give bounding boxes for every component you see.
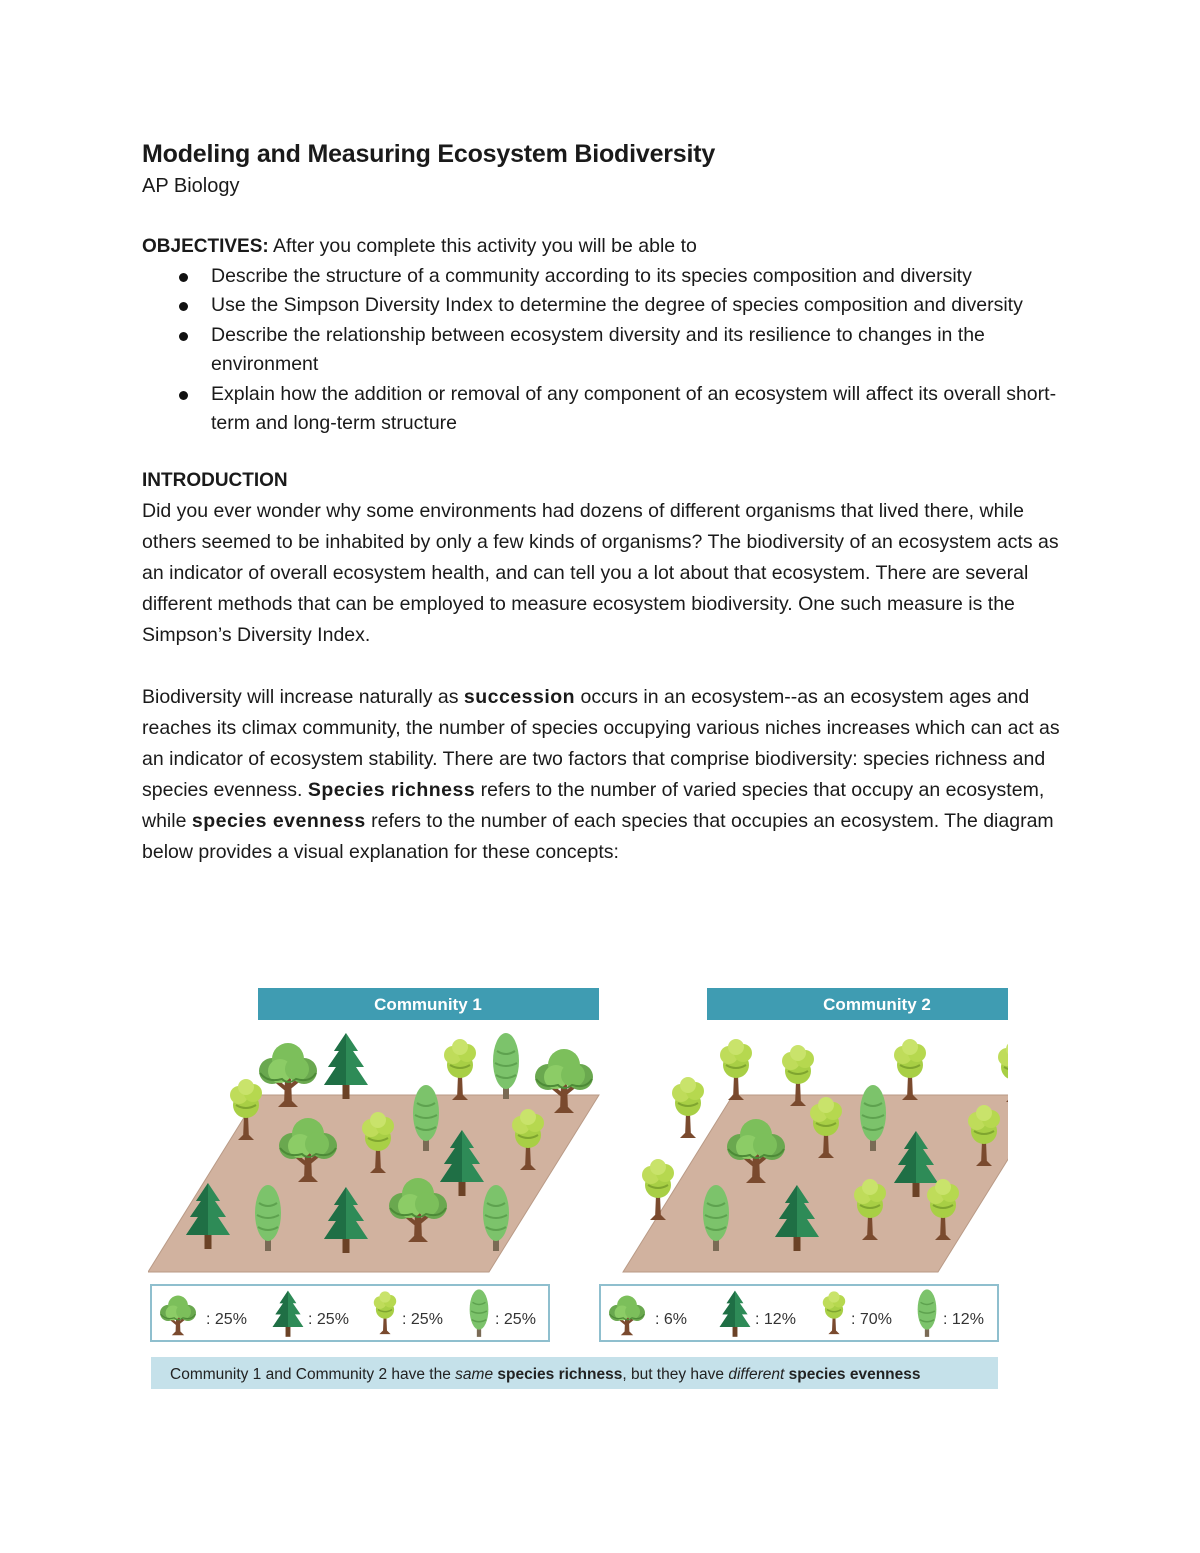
paragraph-text: refers to the number of varied species that occupy an ecosystem, while (142, 778, 1045, 832)
paragraph-text: Biodiversity will increase naturally as (142, 685, 464, 708)
objective-item: Describe the relationship between ecosystem diversity and its resilience to changes in the environment (211, 321, 1062, 380)
community-1-legend (151, 1285, 549, 1341)
legend-value: : 25% (495, 1311, 536, 1328)
diagram-caption (151, 1357, 998, 1389)
objectives-list (142, 262, 1062, 439)
caption-part: Community 1 and Community 2 have the (170, 1366, 456, 1383)
legend-value: : 25% (206, 1311, 247, 1328)
legend-value: : 12% (943, 1311, 984, 1328)
caption-italic: different (728, 1366, 785, 1383)
legend-value: : 25% (402, 1311, 443, 1328)
document-body (142, 140, 1062, 868)
paragraph-text: refers to the number of each species that occupies an ecosystem. The diagram below provides a visual explanation for these concepts: (142, 809, 1054, 863)
introduction-heading: INTRODUCTION (142, 469, 288, 491)
caption-bold: species richness (497, 1366, 623, 1383)
caption-part: , but they have (622, 1366, 729, 1383)
legend-value: : 12% (755, 1311, 796, 1328)
legend-value: : 6% (655, 1311, 688, 1328)
document-subtitle: AP Biology (142, 175, 240, 197)
biodiversity-diagram (148, 985, 1008, 1395)
community-1-title: Community 1 (374, 995, 482, 1014)
objective-item: Describe the structure of a community according to its species composition and diversity (211, 262, 1062, 292)
introduction-section (142, 465, 1062, 868)
caption-bold: species evenness (788, 1366, 921, 1383)
community-2-title: Community 2 (823, 995, 931, 1014)
community-2-panel (623, 988, 1008, 1272)
paragraph-text: occurs in an ecosystem--as an ecosystem ages and reaches its climax community, the number of species occupying various niches increases which can act as an indicator of ecosystem stability. There are two factors that comprise biodiversity: species richness and species evenness. (142, 685, 1060, 801)
community-2-legend (600, 1285, 998, 1341)
term-succession: succession (463, 685, 576, 708)
term-species-richness: Species richness (307, 778, 476, 801)
community-1-panel (148, 988, 599, 1272)
objectives-lead: After you complete this activity you will be able to (273, 235, 697, 257)
term-species-evenness: species evenness (191, 809, 366, 832)
objectives-heading: OBJECTIVES: (142, 236, 269, 257)
introduction-paragraph-1: Did you ever wonder why some environments had dozens of different organisms that lived there, while others seemed to be inhabited by only a few kinds of organisms? The biodiversity of an ecosystem acts as an indicator of overall ecosystem health, and can tell you a lot about that ecosystem. There are several different methods that can be employed to measure ecosystem biodiversity. One such measure is the Simpson’s Diversity Index. (142, 499, 1059, 646)
legend-value: : 25% (308, 1311, 349, 1328)
document-title: Modeling and Measuring Ecosystem Biodiversity (142, 140, 716, 168)
objectives-section (142, 232, 1062, 439)
caption-text (170, 1366, 921, 1383)
legend-value: : 70% (851, 1311, 892, 1328)
objective-item: Explain how the addition or removal of any component of an ecosystem will affect its overall short-term and long-term structure (211, 380, 1062, 439)
objective-item: Use the Simpson Diversity Index to determine the degree of species composition and diversity (211, 291, 1062, 321)
caption-italic: same (455, 1366, 494, 1383)
introduction-paragraph-2 (142, 682, 1062, 868)
